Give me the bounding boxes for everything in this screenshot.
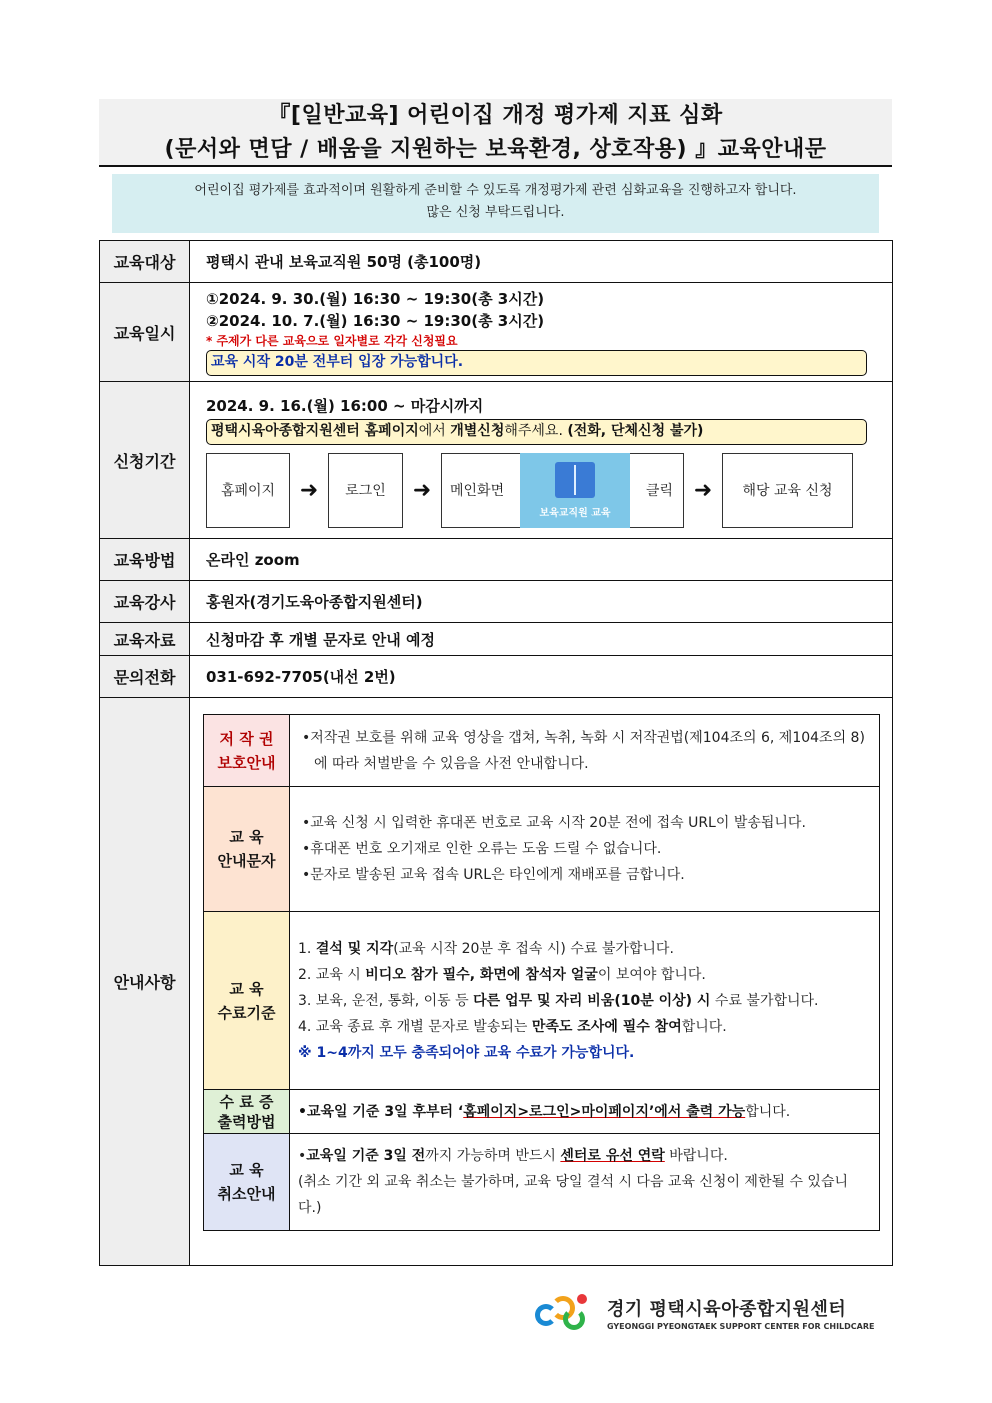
sms-bullet-2: •휴대폰 번호 오기재로 인한 오류는 도움 드릴 수 없습니다. [302,841,662,857]
arrow-icon: ➜ [693,477,713,503]
cancel-line-2: (취소 기간 외 교육 취소는 불가하며, 교육 당일 결석 시 다음 교육 신청이 제한될 수 있습니다.) [298,1174,849,1216]
banner-label: 보육교직원 교육 [539,507,611,519]
notice-cancel [204,1134,880,1231]
notice-table [203,714,880,1231]
book-icon [555,462,595,498]
date-line-2: ②2024. 10. 7.(월) 16:30 ~ 19:30(총 3시간) [206,312,545,330]
completion-header [204,912,290,1090]
row-lecturer [100,581,893,623]
sms-header [204,787,290,912]
arrow-icon: ➜ [412,477,432,503]
label-target: 교육대상 [100,241,190,283]
intro-box [112,174,879,233]
sms-bullet-3: •문자로 발송된 교육 접속 URL은 타인에게 재배포를 금합니다. [302,867,685,883]
certificate-h2: 출력방법 [217,1112,276,1131]
label-lecturer: 교육강사 [100,581,190,623]
title-line-1: 『[일반교육] 어린이집 개정 평가제 지표 심화 [268,103,723,128]
apply-box-f: (전화, 단체신청 불가) [567,422,704,439]
entry-notice-box: 교육 시작 20분 전부터 입장 가능합니다. [206,350,867,376]
notice-certificate [204,1090,880,1134]
center-logo-footer [533,1290,883,1335]
intro-line-1: 어린이집 평가제를 효과적이며 원활하게 준비할 수 있도록 개정평가제 관련 심화교육을 진행하고자 합니다. [194,183,797,198]
arrow-icon: ➜ [299,477,319,503]
certificate-header [204,1090,290,1134]
cancel-h2: 취소안내 [217,1185,276,1203]
center-name-en: GYEONGGI PYEONGTAEK SUPPORT CENTER FOR CHILDCARE [607,1321,875,1331]
row-target [100,241,893,283]
apply-box-c: 에서 [418,422,451,439]
cancel-line-1: •교육일 기준 3일 전까지 가능하며 반드시 센터로 유선 연락 바랍니다. [298,1148,728,1164]
completion-item-4: 4. 교육 종료 후 개별 문자로 발송되는 만족도 조사에 필수 참여합니다. [298,1018,727,1035]
completion-item-3: 3. 보육, 운전, 통화, 이동 등 다른 업무 및 자리 비움(10분 이상) 시 수료 불가합니다. [298,992,819,1009]
copyright-h1: 저 작 권 [219,729,274,748]
apply-deadline: 2024. 9. 16.(월) 16:00 ~ 마감시까지 [206,396,484,415]
flow-step-apply: 해당 교육 신청 [722,453,853,528]
sms-bullet-1: •교육 신청 시 입력한 휴대폰 번호로 교육 시작 20분 전에 접속 URL이 발송됩니다. [302,815,806,831]
label-notice: 안내사항 [100,698,190,1266]
notice-completion [204,912,880,1090]
row-apply [100,382,893,539]
label-contact: 문의전화 [100,656,190,698]
notice-copyright [204,715,880,787]
completion-item-2: 2. 교육 시 비디오 참가 필수, 화면에 참석자 얼굴이 보여야 합니다. [298,966,706,983]
date-note: * 주제가 다른 교육으로 일자별로 각각 신청필요 [206,334,458,348]
apply-box-a: 평택시육아종합지원센터 [211,422,365,439]
row-method [100,539,893,581]
notice-sms [204,787,880,912]
apply-flow [206,453,892,528]
apply-box-e: 해주세요. [504,422,568,439]
center-logo-icon [533,1292,601,1334]
apply-method-box [206,419,867,445]
cancel-header [204,1134,290,1231]
document-title [99,99,892,167]
value-material: 신청마감 후 개별 문자로 안내 예정 [190,623,893,656]
date-line-1: ①2024. 9. 30.(월) 16:30 ~ 19:30(총 3시간) [206,290,545,308]
sms-h2: 안내문자 [217,852,276,870]
certificate-h1: 수 료 증 [219,1092,274,1111]
row-material [100,623,893,656]
completion-h1: 교 육 [229,979,264,998]
label-method: 교육방법 [100,539,190,581]
completion-note: ※ 1~4까지 모두 충족되어야 교육 수료가 가능합니다. [298,1044,635,1061]
value-target: 평택시 관내 보육교직원 50명 (총100명) [190,241,893,283]
completion-h2: 수료기준 [217,1003,276,1022]
title-line-2: (문서와 면담 / 배움을 지원하는 보육환경, 상호작용) 』교육안내문 [164,137,827,162]
cancel-h1: 교 육 [229,1161,264,1179]
copyright-header [204,715,290,787]
copyright-h2: 보호안내 [217,753,276,772]
copyright-text: •저작권 보호를 위해 교육 영상을 갭쳐, 녹취, 녹화 시 저작권법(제104조의 6, 제104조의 8)에 따라 처벌받을 수 있음을 사전 안내합니다. [302,729,865,772]
value-lecturer: 홍원자(경기도육아종합지원센터) [190,581,893,623]
row-notice [100,698,893,1266]
sms-h1: 교 육 [229,828,264,846]
apply-box-d: 개별신청 [450,422,505,439]
completion-item-1: 1. 결석 및 지각(교육 시작 20분 후 접속 시) 수료 불가합니다. [298,940,674,957]
intro-line-2: 많은 신청 부탁드립니다. [426,205,565,220]
apply-box-homepage: 홈페이지 [364,422,419,439]
flow-click-label: 클릭 [645,483,673,499]
flow-step-main [441,453,684,528]
education-banner [520,453,630,528]
info-table [99,240,893,1266]
certificate-text: •교육일 기준 3일 후부터 ‘홈페이지>로그인>마이페이지’에서 출력 가능합니다. [298,1103,791,1120]
row-contact [100,656,893,698]
flow-step-homepage: 홈페이지 [206,453,290,528]
label-apply: 신청기간 [100,382,190,539]
flow-main-label: 메인화면 [450,483,505,499]
flow-step-login: 로그인 [328,453,403,528]
row-date [100,283,893,382]
value-method: 온라인 zoom [190,539,893,581]
label-date: 교육일시 [100,283,190,382]
center-name-ko: 경기 평택시육아종합지원센터 [607,1298,847,1320]
label-material: 교육자료 [100,623,190,656]
value-contact: 031-692-7705(내선 2번) [190,656,893,698]
